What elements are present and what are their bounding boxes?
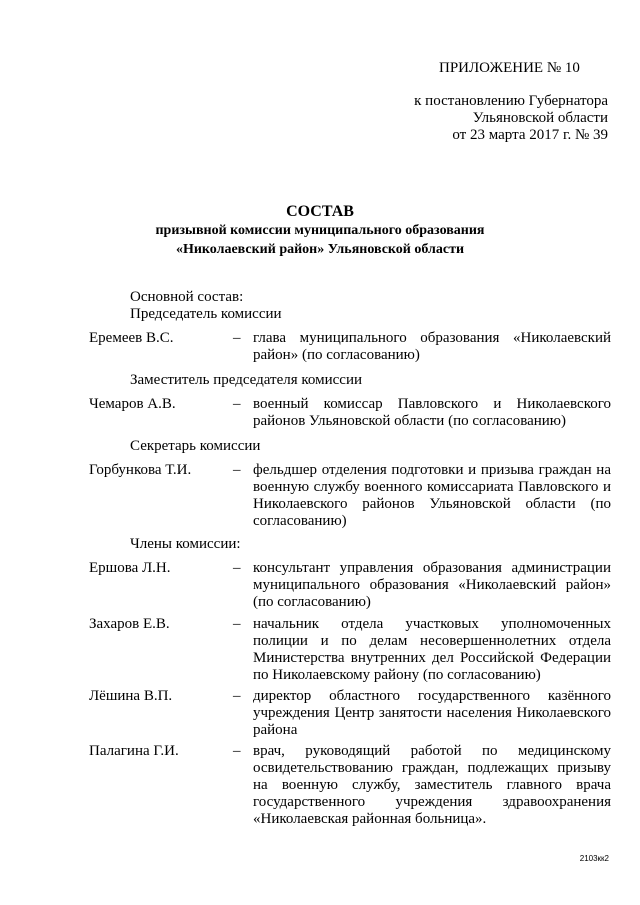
member-row: [89, 330, 611, 364]
member-description: директор областного государственного казённого учреждения Центр занятости населения Николаевского района: [253, 688, 611, 738]
member-row: [89, 462, 611, 530]
member-description: военный комиссар Павловского и Николаевского районов Ульяновской области (по согласованию): [253, 396, 611, 429]
title-line: призывной комиссии муниципального образования: [155, 223, 485, 238]
member-name: Чемаров А.В.: [89, 396, 176, 412]
member-name: Ершова Л.Н.: [89, 560, 171, 576]
member-name: Захаров Е.В.: [89, 616, 170, 632]
member-row: [89, 616, 611, 684]
member-row: [89, 396, 611, 430]
document-title: [0, 202, 640, 259]
member-dash: –: [233, 462, 241, 478]
member-row: [89, 560, 611, 611]
member-description: врач, руководящий работой по медицинскому освидетельствованию граждан, подлежащих призыву на военную службу, заместитель главного врача государственного учреждения здравоохранения «Николаевская районная больница».: [253, 743, 611, 827]
footer-code: 2103кк2: [579, 854, 609, 863]
decree-line: от 23 марта 2017 г. № 39: [452, 127, 608, 143]
section-members: Члены комиссии:: [130, 536, 241, 552]
member-description: консультант управления образования администрации муниципального образования «Николаевский район» (по согласованию): [253, 560, 611, 610]
member-row: [89, 743, 611, 828]
member-name: Лёшина В.П.: [89, 688, 173, 704]
title-heading: СОСТАВ: [286, 203, 354, 220]
section-chairman: Председатель комиссии: [130, 306, 282, 322]
appendix-number: ПРИЛОЖЕНИЕ № 10: [439, 60, 580, 76]
member-row: [89, 688, 611, 739]
member-dash: –: [233, 616, 241, 632]
member-dash: –: [233, 688, 241, 704]
member-dash: –: [233, 560, 241, 576]
member-dash: –: [233, 743, 241, 759]
section-deputy: Заместитель председателя комиссии: [130, 372, 363, 388]
section-main-composition: Основной состав:: [130, 289, 244, 305]
member-dash: –: [233, 330, 241, 346]
member-description: глава муниципального образования «Николаевский район» (по согласованию): [253, 330, 611, 363]
member-name: Горбункова Т.И.: [89, 462, 192, 478]
section-secretary: Секретарь комиссии: [130, 438, 261, 454]
decree-reference: [414, 93, 608, 144]
member-dash: –: [233, 396, 241, 412]
title-line: «Николаевский район» Ульяновской области: [175, 242, 465, 257]
decree-line: к постановлению Губернатора: [414, 93, 608, 109]
decree-line: Ульяновской области: [472, 110, 608, 126]
member-description: фельдшер отделения подготовки и призыва граждан на военную службу военного комиссариата Павловского и Николаевского районов Ульяновской области (по согласованию): [253, 462, 611, 529]
member-name: Еремеев В.С.: [89, 330, 174, 346]
member-description: начальник отдела участковых уполномоченных полиции и по делам несовершеннолетних отдела Министерства внутренних дел Российской Федерации по Николаевскому району (по согласованию): [253, 616, 611, 683]
member-name: Палагина Г.И.: [89, 743, 179, 759]
